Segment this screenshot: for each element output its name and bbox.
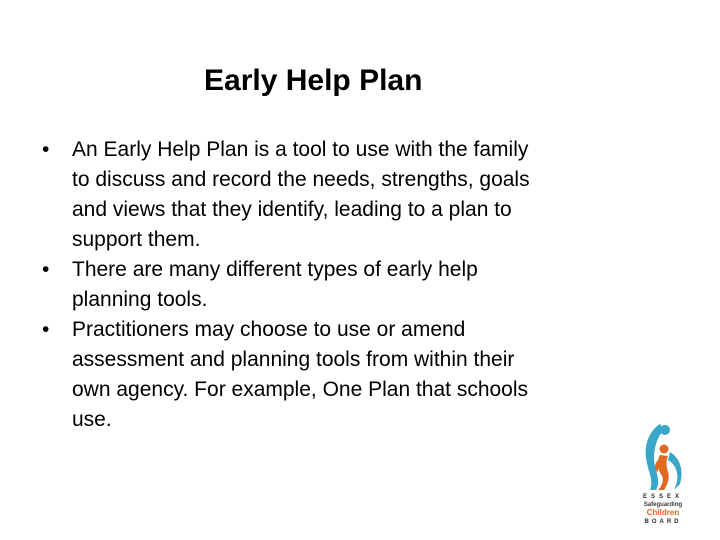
logo-text-safeguarding: Safeguarding — [643, 502, 683, 508]
slide-title: Early Help Plan — [204, 64, 423, 97]
bullet-item-2 — [30, 255, 650, 315]
bullet-line: and views that they identify, leading to a plan to — [72, 198, 512, 221]
bullet-line: An Early Help Plan is a tool to use with the family — [72, 138, 529, 161]
bullet-line: use. — [72, 408, 112, 431]
logo-blue-head — [660, 425, 670, 435]
bullet-line: support them. — [72, 228, 201, 251]
bullet-marker: • — [42, 138, 50, 161]
bullet-line: own agency. For example, One Plan that schools — [72, 378, 529, 401]
bullet-line: Practitioners may choose to use or amend — [72, 318, 466, 341]
logo-blue-shape-right — [668, 452, 682, 490]
bullet-marker: • — [42, 258, 50, 281]
logo-orange-head — [660, 445, 669, 454]
bullet-marker: • — [42, 318, 50, 341]
logo-text-essex: ESSEX — [642, 494, 683, 500]
logo-orange-body — [658, 455, 669, 490]
bullet-item-1 — [30, 135, 650, 255]
bullet-line: to discuss and record the needs, strengths, goals — [72, 168, 530, 191]
bullet-line: planning tools. — [72, 288, 208, 311]
logo-text-children: Children — [646, 508, 680, 517]
bullet-line: assessment and planning tools from within their — [72, 348, 515, 371]
bullet-item-3 — [30, 315, 650, 435]
bullet-list — [30, 135, 650, 435]
essex-safeguarding-children-board-logo — [632, 422, 694, 528]
bullet-line: There are many different types of early help — [72, 258, 478, 281]
family-figure-icon — [636, 422, 688, 492]
logo-text-board: BOARD — [644, 519, 682, 525]
